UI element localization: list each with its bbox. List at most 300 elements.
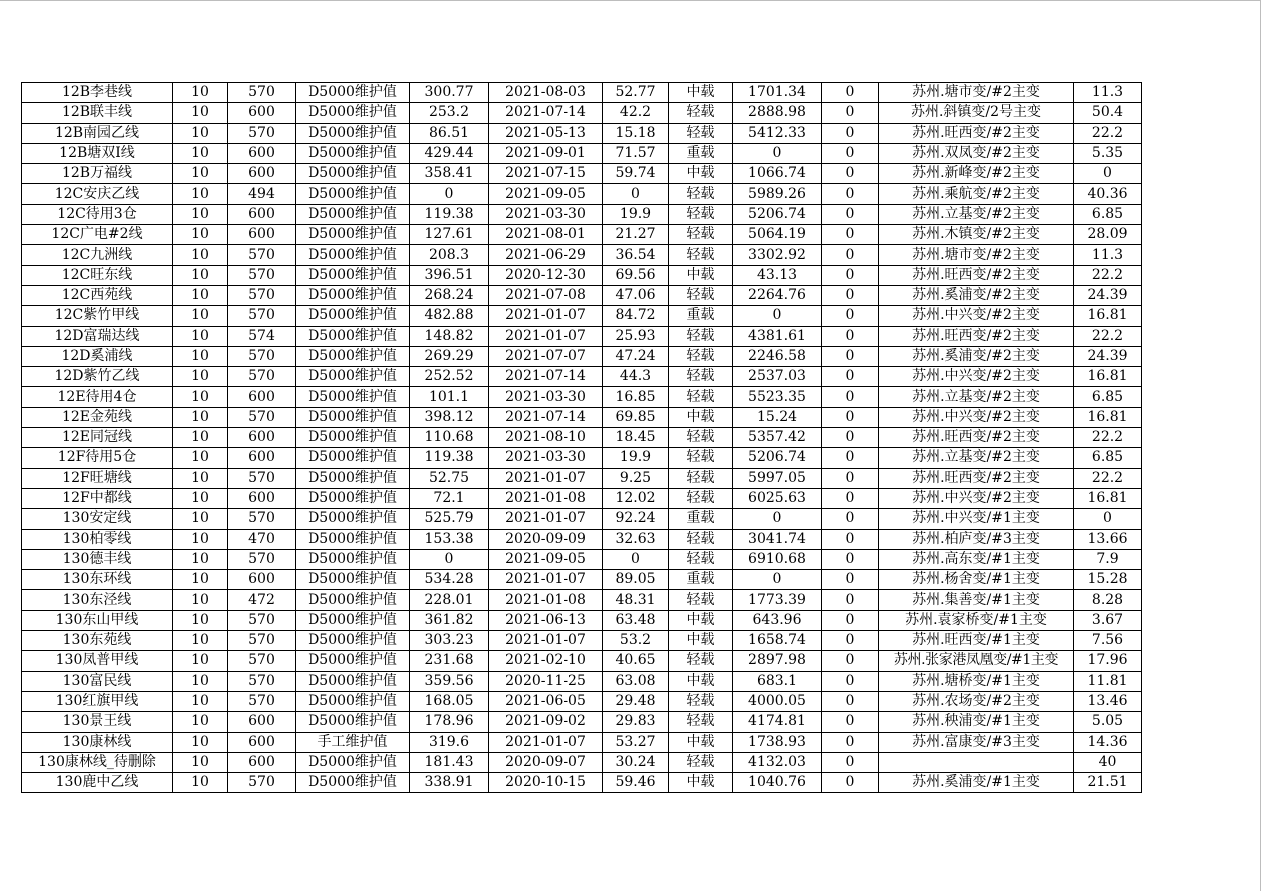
cell-transformer-load[interactable]: 40 xyxy=(1074,752,1142,772)
cell-date[interactable]: 2021-06-29 xyxy=(489,245,603,265)
cell-date[interactable]: 2021-09-05 xyxy=(489,184,603,204)
cell-date[interactable]: 2021-07-08 xyxy=(489,285,603,305)
cell-line-name[interactable]: 130红旗甲线 xyxy=(22,691,173,711)
cell-transformer-load[interactable]: 16.81 xyxy=(1074,407,1142,427)
cell-current-value[interactable]: 148.82 xyxy=(410,326,489,346)
cell-data-source[interactable]: D5000维护值 xyxy=(296,590,410,610)
cell-substation-transformer[interactable]: 苏州.立基变/#2主变 xyxy=(879,204,1074,224)
cell-data-source[interactable]: D5000维护值 xyxy=(296,326,410,346)
cell-spare-capacity[interactable]: 0 xyxy=(733,143,822,163)
cell-date[interactable]: 2021-07-07 xyxy=(489,346,603,366)
cell-data-source[interactable]: D5000维护值 xyxy=(296,285,410,305)
cell-rated-current[interactable]: 570 xyxy=(228,306,296,326)
cell-load-rate[interactable]: 59.74 xyxy=(603,164,669,184)
cell-spare-capacity[interactable]: 643.96 xyxy=(733,610,822,630)
cell-voltage[interactable]: 10 xyxy=(173,671,228,691)
cell-line-name[interactable]: 12C旺东线 xyxy=(22,265,173,285)
cell-voltage[interactable]: 10 xyxy=(173,448,228,468)
cell-load-rate[interactable]: 19.9 xyxy=(603,448,669,468)
cell-voltage[interactable]: 10 xyxy=(173,164,228,184)
cell-spare-capacity[interactable]: 2246.58 xyxy=(733,346,822,366)
cell-transformer-load[interactable]: 8.28 xyxy=(1074,590,1142,610)
cell-data-source[interactable]: D5000维护值 xyxy=(296,83,410,103)
cell-line-name[interactable]: 130鹿中乙线 xyxy=(22,773,173,793)
cell-current-value[interactable]: 119.38 xyxy=(410,204,489,224)
cell-line-name[interactable]: 12B李巷线 xyxy=(22,83,173,103)
cell-line-name[interactable]: 12B塘双Ⅰ线 xyxy=(22,143,173,163)
cell-line-name[interactable]: 12F待用5仓 xyxy=(22,448,173,468)
cell-current-value[interactable]: 252.52 xyxy=(410,367,489,387)
cell-substation-transformer[interactable]: 苏州.塘桥变/#1主变 xyxy=(879,671,1074,691)
cell-rated-current[interactable]: 600 xyxy=(228,428,296,448)
cell-rated-current[interactable]: 570 xyxy=(228,265,296,285)
cell-voltage[interactable]: 10 xyxy=(173,488,228,508)
cell-rated-current[interactable]: 570 xyxy=(228,123,296,143)
cell-date[interactable]: 2021-01-07 xyxy=(489,570,603,590)
cell-current-value[interactable]: 525.79 xyxy=(410,509,489,529)
cell-load-status[interactable]: 轻载 xyxy=(669,549,733,569)
cell-data-source[interactable]: D5000维护值 xyxy=(296,509,410,529)
cell-data-source[interactable]: D5000维护值 xyxy=(296,387,410,407)
cell-substation-transformer[interactable]: 苏州.木镇变/#2主变 xyxy=(879,225,1074,245)
cell-spare-capacity[interactable]: 1040.76 xyxy=(733,773,822,793)
cell-flag[interactable]: 0 xyxy=(822,671,879,691)
cell-substation-transformer[interactable]: 苏州.中兴变/#2主变 xyxy=(879,488,1074,508)
cell-transformer-load[interactable]: 22.2 xyxy=(1074,468,1142,488)
cell-substation-transformer[interactable]: 苏州.奚浦变/#2主变 xyxy=(879,285,1074,305)
cell-data-source[interactable]: D5000维护值 xyxy=(296,245,410,265)
cell-load-rate[interactable]: 69.85 xyxy=(603,407,669,427)
cell-flag[interactable]: 0 xyxy=(822,712,879,732)
cell-line-name[interactable]: 12D紫竹乙线 xyxy=(22,367,173,387)
cell-voltage[interactable]: 10 xyxy=(173,225,228,245)
cell-voltage[interactable]: 10 xyxy=(173,752,228,772)
cell-flag[interactable]: 0 xyxy=(822,184,879,204)
cell-load-status[interactable]: 中载 xyxy=(669,671,733,691)
cell-current-value[interactable]: 268.24 xyxy=(410,285,489,305)
cell-rated-current[interactable]: 600 xyxy=(228,387,296,407)
cell-substation-transformer[interactable]: 苏州.旺西变/#2主变 xyxy=(879,468,1074,488)
cell-substation-transformer[interactable]: 苏州.柏庐变/#3主变 xyxy=(879,529,1074,549)
cell-rated-current[interactable]: 570 xyxy=(228,468,296,488)
cell-substation-transformer[interactable]: 苏州.奚浦变/#1主变 xyxy=(879,773,1074,793)
cell-spare-capacity[interactable]: 2897.98 xyxy=(733,651,822,671)
cell-voltage[interactable]: 10 xyxy=(173,306,228,326)
cell-load-status[interactable]: 轻载 xyxy=(669,448,733,468)
cell-voltage[interactable]: 10 xyxy=(173,509,228,529)
cell-load-status[interactable]: 轻载 xyxy=(669,428,733,448)
cell-line-name[interactable]: 130德丰线 xyxy=(22,549,173,569)
cell-load-status[interactable]: 轻载 xyxy=(669,326,733,346)
cell-voltage[interactable]: 10 xyxy=(173,103,228,123)
cell-substation-transformer[interactable]: 苏州.双凤变/#2主变 xyxy=(879,143,1074,163)
cell-current-value[interactable]: 231.68 xyxy=(410,651,489,671)
cell-rated-current[interactable]: 570 xyxy=(228,549,296,569)
cell-spare-capacity[interactable]: 5357.42 xyxy=(733,428,822,448)
cell-spare-capacity[interactable]: 4381.61 xyxy=(733,326,822,346)
cell-date[interactable]: 2021-05-13 xyxy=(489,123,603,143)
cell-substation-transformer[interactable]: 苏州.杨舍变/#1主变 xyxy=(879,570,1074,590)
cell-voltage[interactable]: 10 xyxy=(173,285,228,305)
cell-date[interactable]: 2021-03-30 xyxy=(489,387,603,407)
cell-transformer-load[interactable]: 24.39 xyxy=(1074,346,1142,366)
cell-transformer-load[interactable]: 11.3 xyxy=(1074,83,1142,103)
cell-load-status[interactable]: 轻载 xyxy=(669,245,733,265)
cell-load-status[interactable]: 中载 xyxy=(669,83,733,103)
cell-transformer-load[interactable]: 28.09 xyxy=(1074,225,1142,245)
cell-transformer-load[interactable]: 16.81 xyxy=(1074,367,1142,387)
cell-spare-capacity[interactable]: 6910.68 xyxy=(733,549,822,569)
cell-date[interactable]: 2021-01-08 xyxy=(489,590,603,610)
cell-load-rate[interactable]: 18.45 xyxy=(603,428,669,448)
cell-flag[interactable]: 0 xyxy=(822,590,879,610)
cell-load-rate[interactable]: 52.77 xyxy=(603,83,669,103)
cell-date[interactable]: 2021-07-15 xyxy=(489,164,603,184)
cell-substation-transformer[interactable]: 苏州.秧浦变/#1主变 xyxy=(879,712,1074,732)
cell-line-name[interactable]: 130东泾线 xyxy=(22,590,173,610)
cell-voltage[interactable]: 10 xyxy=(173,407,228,427)
cell-spare-capacity[interactable]: 4174.81 xyxy=(733,712,822,732)
cell-flag[interactable]: 0 xyxy=(822,123,879,143)
cell-flag[interactable]: 0 xyxy=(822,468,879,488)
cell-load-rate[interactable]: 40.65 xyxy=(603,651,669,671)
cell-voltage[interactable]: 10 xyxy=(173,651,228,671)
cell-load-status[interactable]: 中载 xyxy=(669,773,733,793)
cell-transformer-load[interactable]: 40.36 xyxy=(1074,184,1142,204)
cell-flag[interactable]: 0 xyxy=(822,143,879,163)
cell-line-name[interactable]: 12B南园乙线 xyxy=(22,123,173,143)
cell-flag[interactable]: 0 xyxy=(822,691,879,711)
cell-transformer-load[interactable]: 6.85 xyxy=(1074,387,1142,407)
cell-transformer-load[interactable]: 0 xyxy=(1074,509,1142,529)
cell-rated-current[interactable]: 570 xyxy=(228,691,296,711)
cell-data-source[interactable]: D5000维护值 xyxy=(296,468,410,488)
cell-flag[interactable]: 0 xyxy=(822,651,879,671)
cell-line-name[interactable]: 130东山甲线 xyxy=(22,610,173,630)
cell-date[interactable]: 2021-01-07 xyxy=(489,326,603,346)
cell-load-status[interactable]: 轻载 xyxy=(669,225,733,245)
cell-rated-current[interactable]: 600 xyxy=(228,570,296,590)
cell-load-rate[interactable]: 19.9 xyxy=(603,204,669,224)
cell-substation-transformer[interactable]: 苏州.立基变/#2主变 xyxy=(879,387,1074,407)
cell-rated-current[interactable]: 570 xyxy=(228,610,296,630)
cell-line-name[interactable]: 130东环线 xyxy=(22,570,173,590)
cell-substation-transformer[interactable]: 苏州.集善变/#1主变 xyxy=(879,590,1074,610)
cell-line-name[interactable]: 130景王线 xyxy=(22,712,173,732)
cell-line-name[interactable]: 12B联丰线 xyxy=(22,103,173,123)
cell-load-rate[interactable]: 63.48 xyxy=(603,610,669,630)
cell-rated-current[interactable]: 570 xyxy=(228,83,296,103)
cell-flag[interactable]: 0 xyxy=(822,448,879,468)
cell-spare-capacity[interactable]: 6025.63 xyxy=(733,488,822,508)
cell-current-value[interactable]: 253.2 xyxy=(410,103,489,123)
cell-data-source[interactable]: D5000维护值 xyxy=(296,184,410,204)
cell-date[interactable]: 2021-08-10 xyxy=(489,428,603,448)
cell-flag[interactable]: 0 xyxy=(822,732,879,752)
cell-load-status[interactable]: 轻载 xyxy=(669,346,733,366)
cell-load-rate[interactable]: 53.2 xyxy=(603,631,669,651)
cell-load-status[interactable]: 轻载 xyxy=(669,529,733,549)
cell-line-name[interactable]: 12F旺塘线 xyxy=(22,468,173,488)
cell-date[interactable]: 2020-09-09 xyxy=(489,529,603,549)
cell-line-name[interactable]: 12C广电#2线 xyxy=(22,225,173,245)
cell-load-rate[interactable]: 21.27 xyxy=(603,225,669,245)
cell-date[interactable]: 2021-06-13 xyxy=(489,610,603,630)
cell-flag[interactable]: 0 xyxy=(822,285,879,305)
cell-spare-capacity[interactable]: 3041.74 xyxy=(733,529,822,549)
cell-voltage[interactable]: 10 xyxy=(173,245,228,265)
cell-spare-capacity[interactable]: 3302.92 xyxy=(733,245,822,265)
cell-data-source[interactable]: D5000维护值 xyxy=(296,123,410,143)
cell-date[interactable]: 2021-07-14 xyxy=(489,407,603,427)
cell-substation-transformer[interactable]: 苏州.旺西变/#2主变 xyxy=(879,326,1074,346)
cell-data-source[interactable]: D5000维护值 xyxy=(296,529,410,549)
cell-date[interactable]: 2021-09-01 xyxy=(489,143,603,163)
cell-spare-capacity[interactable]: 1773.39 xyxy=(733,590,822,610)
cell-date[interactable]: 2021-01-07 xyxy=(489,732,603,752)
cell-spare-capacity[interactable]: 2888.98 xyxy=(733,103,822,123)
cell-substation-transformer[interactable]: 苏州.富康变/#3主变 xyxy=(879,732,1074,752)
cell-flag[interactable]: 0 xyxy=(822,631,879,651)
cell-voltage[interactable]: 10 xyxy=(173,631,228,651)
cell-load-rate[interactable]: 53.27 xyxy=(603,732,669,752)
cell-line-name[interactable]: 130康林线_待删除 xyxy=(22,752,173,772)
cell-voltage[interactable]: 10 xyxy=(173,204,228,224)
cell-voltage[interactable]: 10 xyxy=(173,143,228,163)
cell-data-source[interactable]: D5000维护值 xyxy=(296,265,410,285)
cell-flag[interactable]: 0 xyxy=(822,367,879,387)
cell-data-source[interactable]: D5000维护值 xyxy=(296,752,410,772)
cell-load-status[interactable]: 轻载 xyxy=(669,285,733,305)
cell-spare-capacity[interactable]: 5989.26 xyxy=(733,184,822,204)
cell-transformer-load[interactable]: 15.28 xyxy=(1074,570,1142,590)
cell-current-value[interactable]: 0 xyxy=(410,184,489,204)
cell-transformer-load[interactable]: 22.2 xyxy=(1074,326,1142,346)
cell-line-name[interactable]: 130东苑线 xyxy=(22,631,173,651)
cell-date[interactable]: 2021-01-07 xyxy=(489,306,603,326)
cell-load-status[interactable]: 轻载 xyxy=(669,367,733,387)
cell-voltage[interactable]: 10 xyxy=(173,590,228,610)
cell-substation-transformer[interactable] xyxy=(879,752,1074,772)
cell-data-source[interactable]: D5000维护值 xyxy=(296,428,410,448)
cell-transformer-load[interactable]: 13.66 xyxy=(1074,529,1142,549)
cell-flag[interactable]: 0 xyxy=(822,103,879,123)
cell-date[interactable]: 2021-01-07 xyxy=(489,509,603,529)
cell-date[interactable]: 2021-08-03 xyxy=(489,83,603,103)
cell-load-status[interactable]: 轻载 xyxy=(669,123,733,143)
cell-voltage[interactable]: 10 xyxy=(173,712,228,732)
cell-current-value[interactable]: 398.12 xyxy=(410,407,489,427)
cell-spare-capacity[interactable]: 2264.76 xyxy=(733,285,822,305)
cell-line-name[interactable]: 12C西苑线 xyxy=(22,285,173,305)
cell-flag[interactable]: 0 xyxy=(822,752,879,772)
cell-load-status[interactable]: 轻载 xyxy=(669,204,733,224)
cell-current-value[interactable]: 303.23 xyxy=(410,631,489,651)
cell-current-value[interactable]: 358.41 xyxy=(410,164,489,184)
cell-substation-transformer[interactable]: 苏州.斜镇变/2号主变 xyxy=(879,103,1074,123)
cell-load-rate[interactable]: 16.85 xyxy=(603,387,669,407)
cell-current-value[interactable]: 72.1 xyxy=(410,488,489,508)
cell-spare-capacity[interactable]: 5206.74 xyxy=(733,448,822,468)
cell-load-status[interactable]: 重载 xyxy=(669,143,733,163)
cell-current-value[interactable]: 429.44 xyxy=(410,143,489,163)
cell-data-source[interactable]: D5000维护值 xyxy=(296,570,410,590)
cell-load-rate[interactable]: 29.48 xyxy=(603,691,669,711)
cell-load-rate[interactable]: 63.08 xyxy=(603,671,669,691)
cell-load-status[interactable]: 中载 xyxy=(669,631,733,651)
cell-load-rate[interactable]: 92.24 xyxy=(603,509,669,529)
cell-rated-current[interactable]: 600 xyxy=(228,712,296,732)
cell-flag[interactable]: 0 xyxy=(822,245,879,265)
cell-data-source[interactable]: D5000维护值 xyxy=(296,204,410,224)
cell-load-rate[interactable]: 9.25 xyxy=(603,468,669,488)
cell-current-value[interactable]: 534.28 xyxy=(410,570,489,590)
cell-transformer-load[interactable]: 17.96 xyxy=(1074,651,1142,671)
cell-current-value[interactable]: 338.91 xyxy=(410,773,489,793)
cell-spare-capacity[interactable]: 1701.34 xyxy=(733,83,822,103)
cell-spare-capacity[interactable]: 5064.19 xyxy=(733,225,822,245)
cell-load-rate[interactable]: 47.06 xyxy=(603,285,669,305)
cell-line-name[interactable]: 12B万福线 xyxy=(22,164,173,184)
cell-data-source[interactable]: D5000维护值 xyxy=(296,306,410,326)
cell-current-value[interactable]: 300.77 xyxy=(410,83,489,103)
cell-voltage[interactable]: 10 xyxy=(173,83,228,103)
cell-voltage[interactable]: 10 xyxy=(173,123,228,143)
cell-flag[interactable]: 0 xyxy=(822,529,879,549)
cell-data-source[interactable]: D5000维护值 xyxy=(296,773,410,793)
cell-date[interactable]: 2021-09-05 xyxy=(489,549,603,569)
cell-current-value[interactable]: 361.82 xyxy=(410,610,489,630)
cell-line-name[interactable]: 130凤普甲线 xyxy=(22,651,173,671)
cell-load-status[interactable]: 轻载 xyxy=(669,184,733,204)
cell-voltage[interactable]: 10 xyxy=(173,732,228,752)
cell-transformer-load[interactable]: 22.2 xyxy=(1074,428,1142,448)
cell-load-rate[interactable]: 12.02 xyxy=(603,488,669,508)
cell-transformer-load[interactable]: 16.81 xyxy=(1074,488,1142,508)
cell-line-name[interactable]: 130康林线 xyxy=(22,732,173,752)
cell-rated-current[interactable]: 600 xyxy=(228,488,296,508)
cell-spare-capacity[interactable]: 1738.93 xyxy=(733,732,822,752)
cell-voltage[interactable]: 10 xyxy=(173,610,228,630)
cell-date[interactable]: 2021-07-14 xyxy=(489,367,603,387)
cell-load-rate[interactable]: 48.31 xyxy=(603,590,669,610)
cell-rated-current[interactable]: 570 xyxy=(228,346,296,366)
cell-voltage[interactable]: 10 xyxy=(173,773,228,793)
cell-current-value[interactable]: 178.96 xyxy=(410,712,489,732)
cell-rated-current[interactable]: 570 xyxy=(228,367,296,387)
cell-line-name[interactable]: 130柏零线 xyxy=(22,529,173,549)
cell-substation-transformer[interactable]: 苏州.立基变/#2主变 xyxy=(879,448,1074,468)
cell-rated-current[interactable]: 570 xyxy=(228,509,296,529)
cell-load-status[interactable]: 轻载 xyxy=(669,691,733,711)
cell-data-source[interactable]: D5000维护值 xyxy=(296,164,410,184)
cell-flag[interactable]: 0 xyxy=(822,549,879,569)
cell-transformer-load[interactable]: 7.9 xyxy=(1074,549,1142,569)
cell-data-source[interactable]: D5000维护值 xyxy=(296,610,410,630)
cell-rated-current[interactable]: 472 xyxy=(228,590,296,610)
cell-date[interactable]: 2021-03-30 xyxy=(489,204,603,224)
cell-load-rate[interactable]: 59.46 xyxy=(603,773,669,793)
cell-voltage[interactable]: 10 xyxy=(173,549,228,569)
cell-transformer-load[interactable]: 6.85 xyxy=(1074,448,1142,468)
cell-spare-capacity[interactable]: 1066.74 xyxy=(733,164,822,184)
cell-current-value[interactable]: 127.61 xyxy=(410,225,489,245)
cell-voltage[interactable]: 10 xyxy=(173,691,228,711)
cell-load-status[interactable]: 中载 xyxy=(669,610,733,630)
cell-spare-capacity[interactable]: 1658.74 xyxy=(733,631,822,651)
cell-substation-transformer[interactable]: 苏州.高东变/#1主变 xyxy=(879,549,1074,569)
cell-rated-current[interactable]: 570 xyxy=(228,245,296,265)
cell-data-source[interactable]: D5000维护值 xyxy=(296,631,410,651)
cell-load-status[interactable]: 重载 xyxy=(669,306,733,326)
cell-flag[interactable]: 0 xyxy=(822,407,879,427)
cell-date[interactable]: 2020-09-07 xyxy=(489,752,603,772)
cell-current-value[interactable]: 396.51 xyxy=(410,265,489,285)
cell-load-status[interactable]: 轻载 xyxy=(669,590,733,610)
cell-line-name[interactable]: 12E金苑线 xyxy=(22,407,173,427)
cell-current-value[interactable]: 181.43 xyxy=(410,752,489,772)
cell-rated-current[interactable]: 600 xyxy=(228,752,296,772)
cell-substation-transformer[interactable]: 苏州.旺西变/#2主变 xyxy=(879,428,1074,448)
cell-flag[interactable]: 0 xyxy=(822,326,879,346)
cell-load-rate[interactable]: 36.54 xyxy=(603,245,669,265)
cell-data-source[interactable]: 手工维护值 xyxy=(296,732,410,752)
cell-current-value[interactable]: 228.01 xyxy=(410,590,489,610)
cell-date[interactable]: 2021-09-02 xyxy=(489,712,603,732)
cell-load-rate[interactable]: 29.83 xyxy=(603,712,669,732)
cell-current-value[interactable]: 168.05 xyxy=(410,691,489,711)
cell-rated-current[interactable]: 600 xyxy=(228,143,296,163)
cell-line-name[interactable]: 12F中都线 xyxy=(22,488,173,508)
cell-current-value[interactable]: 110.68 xyxy=(410,428,489,448)
cell-data-source[interactable]: D5000维护值 xyxy=(296,407,410,427)
cell-spare-capacity[interactable]: 5206.74 xyxy=(733,204,822,224)
cell-rated-current[interactable]: 600 xyxy=(228,164,296,184)
cell-flag[interactable]: 0 xyxy=(822,204,879,224)
cell-data-source[interactable]: D5000维护值 xyxy=(296,103,410,123)
cell-current-value[interactable]: 86.51 xyxy=(410,123,489,143)
cell-flag[interactable]: 0 xyxy=(822,509,879,529)
cell-transformer-load[interactable]: 6.85 xyxy=(1074,204,1142,224)
cell-spare-capacity[interactable]: 0 xyxy=(733,570,822,590)
cell-substation-transformer[interactable]: 苏州.中兴变/#2主变 xyxy=(879,367,1074,387)
cell-flag[interactable]: 0 xyxy=(822,225,879,245)
cell-data-source[interactable]: D5000维护值 xyxy=(296,549,410,569)
cell-load-rate[interactable]: 25.93 xyxy=(603,326,669,346)
cell-voltage[interactable]: 10 xyxy=(173,346,228,366)
cell-rated-current[interactable]: 570 xyxy=(228,651,296,671)
cell-flag[interactable]: 0 xyxy=(822,164,879,184)
cell-load-status[interactable]: 轻载 xyxy=(669,488,733,508)
cell-load-status[interactable]: 轻载 xyxy=(669,387,733,407)
cell-substation-transformer[interactable]: 苏州.张家港凤凰变/#1主变 xyxy=(879,651,1074,671)
cell-line-name[interactable]: 12D奚浦线 xyxy=(22,346,173,366)
cell-spare-capacity[interactable]: 4132.03 xyxy=(733,752,822,772)
cell-load-rate[interactable]: 15.18 xyxy=(603,123,669,143)
cell-spare-capacity[interactable]: 4000.05 xyxy=(733,691,822,711)
cell-voltage[interactable]: 10 xyxy=(173,184,228,204)
cell-transformer-load[interactable]: 22.2 xyxy=(1074,265,1142,285)
cell-load-rate[interactable]: 89.05 xyxy=(603,570,669,590)
cell-current-value[interactable]: 269.29 xyxy=(410,346,489,366)
cell-spare-capacity[interactable]: 683.1 xyxy=(733,671,822,691)
cell-substation-transformer[interactable]: 苏州.塘市变/#2主变 xyxy=(879,83,1074,103)
cell-date[interactable]: 2021-02-10 xyxy=(489,651,603,671)
cell-spare-capacity[interactable]: 5997.05 xyxy=(733,468,822,488)
cell-flag[interactable]: 0 xyxy=(822,570,879,590)
cell-current-value[interactable]: 153.38 xyxy=(410,529,489,549)
cell-load-status[interactable]: 轻载 xyxy=(669,468,733,488)
